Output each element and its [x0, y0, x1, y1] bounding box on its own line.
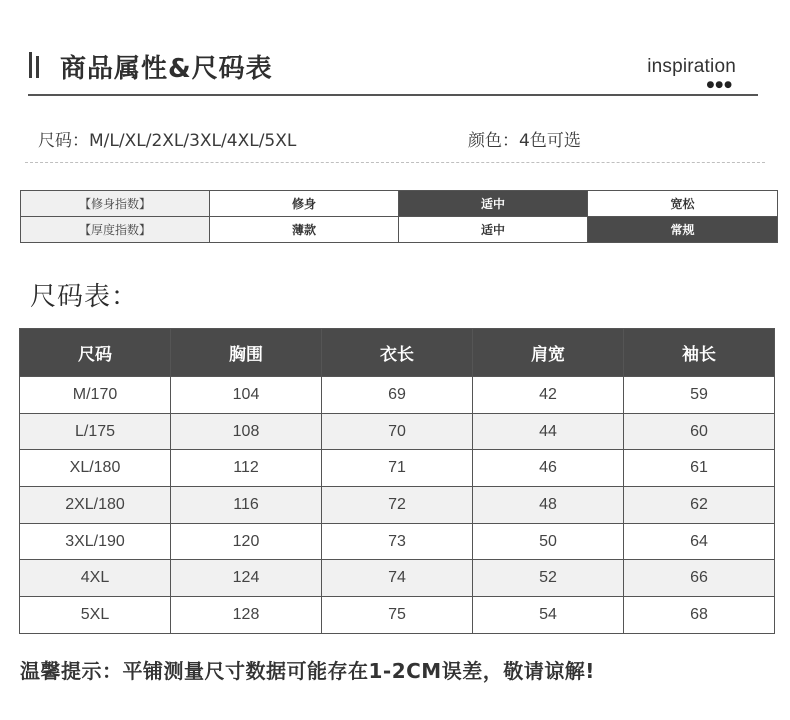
- table-cell: 71: [322, 450, 473, 487]
- table-row: [20, 523, 775, 560]
- fit-label: 【厚度指数】: [21, 217, 210, 243]
- fit-label: 【修身指数】: [21, 191, 210, 217]
- fit-option: 宽松: [588, 191, 778, 217]
- table-cell: 64: [624, 523, 775, 560]
- product-info: [38, 126, 738, 151]
- table-cell: 61: [624, 450, 775, 487]
- table-cell: M/170: [20, 377, 171, 414]
- fit-index-table: [20, 190, 778, 243]
- fit-option: 适中: [399, 217, 588, 243]
- brand-logo: inspiration: [647, 56, 736, 77]
- size-chart-table: [19, 328, 775, 634]
- dashed-divider: [25, 162, 765, 163]
- size-options-text: 尺码：M/L/XL/2XL/3XL/4XL/5XL: [38, 131, 297, 151]
- table-cell: L/175: [20, 413, 171, 450]
- table-cell: 73: [322, 523, 473, 560]
- fit-option-selected: 常规: [588, 217, 778, 243]
- table-row: [20, 377, 775, 414]
- table-cell: 42: [473, 377, 624, 414]
- table-cell: 124: [171, 560, 322, 597]
- header: [28, 44, 758, 96]
- column-header: 衣长: [322, 329, 473, 377]
- size-chart-header-row: [20, 329, 775, 377]
- table-cell: 69: [322, 377, 473, 414]
- table-cell: 74: [322, 560, 473, 597]
- table-cell: 128: [171, 597, 322, 634]
- page-title: 商品属性&尺码表: [60, 54, 273, 84]
- table-cell: 75: [322, 597, 473, 634]
- table-row: [20, 597, 775, 634]
- fit-row-slim: [21, 191, 778, 217]
- size-chart-title: 尺码表：: [30, 282, 139, 312]
- column-header: 肩宽: [473, 329, 624, 377]
- table-cell: 3XL/190: [20, 523, 171, 560]
- fit-option: 修身: [210, 191, 399, 217]
- measurement-tip: 温馨提示：平铺测量尺寸数据可能存在1-2CM误差，敬请谅解!: [20, 659, 595, 683]
- color-options-text: 颜色：4色可选: [468, 131, 581, 151]
- table-row: [20, 560, 775, 597]
- table-cell: XL/180: [20, 450, 171, 487]
- table-cell: 66: [624, 560, 775, 597]
- fit-option-selected: 适中: [399, 191, 588, 217]
- brand-dots-icon: ●●●: [706, 80, 733, 90]
- table-cell: 112: [171, 450, 322, 487]
- table-cell: 4XL: [20, 560, 171, 597]
- table-row: [20, 413, 775, 450]
- table-cell: 104: [171, 377, 322, 414]
- table-cell: 60: [624, 413, 775, 450]
- table-cell: 62: [624, 487, 775, 524]
- column-header: 袖长: [624, 329, 775, 377]
- column-header: 尺码: [20, 329, 171, 377]
- title-bars-icon: [28, 52, 44, 80]
- table-cell: 52: [473, 560, 624, 597]
- table-row: [20, 450, 775, 487]
- fit-row-thickness: [21, 217, 778, 243]
- table-cell: 72: [322, 487, 473, 524]
- header-divider: [28, 94, 758, 96]
- fit-option: 薄款: [210, 217, 399, 243]
- table-cell: 54: [473, 597, 624, 634]
- table-cell: 120: [171, 523, 322, 560]
- column-header: 胸围: [171, 329, 322, 377]
- table-cell: 5XL: [20, 597, 171, 634]
- table-cell: 46: [473, 450, 624, 487]
- table-cell: 116: [171, 487, 322, 524]
- table-cell: 70: [322, 413, 473, 450]
- table-cell: 2XL/180: [20, 487, 171, 524]
- table-cell: 50: [473, 523, 624, 560]
- table-row: [20, 487, 775, 524]
- table-cell: 44: [473, 413, 624, 450]
- table-cell: 68: [624, 597, 775, 634]
- table-cell: 48: [473, 487, 624, 524]
- table-cell: 108: [171, 413, 322, 450]
- table-cell: 59: [624, 377, 775, 414]
